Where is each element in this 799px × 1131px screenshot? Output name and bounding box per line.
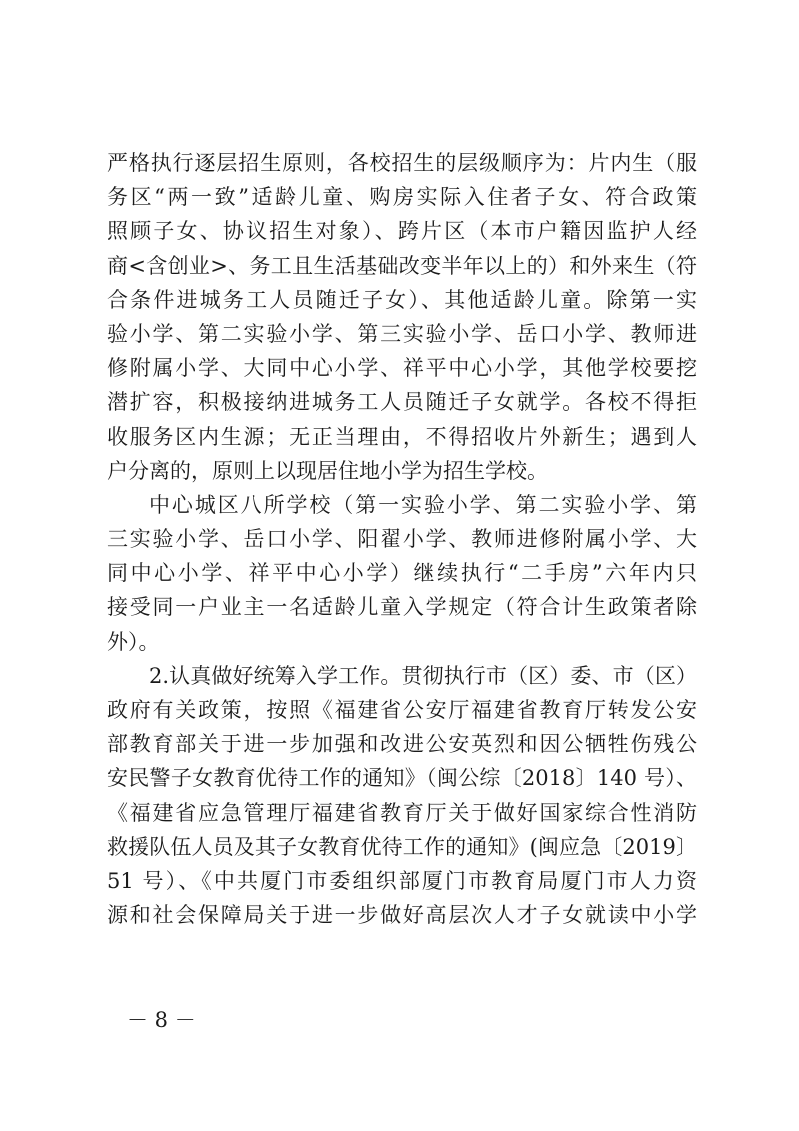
text-line: 同中心小学、祥平中心小学）继续执行“二手房”六年内只 (107, 561, 697, 586)
text-line: 源和社会保障局关于进一步做好高层次人才子女就读中小学 (107, 903, 697, 928)
text-line: 照顾子女、协议招生对象）、跨片区（本市户籍因监护人经 (107, 219, 697, 244)
text-line: 中心城区八所学校（第一实验小学、第二实验小学、第 (149, 492, 697, 517)
text-line: 商<含创业>、务工且生活基础改变半年以上的）和外来生（符 (107, 253, 697, 278)
text-line: 潜扩容，积极接纳进城务工人员随迁子女就学。各校不得拒 (107, 390, 697, 415)
text-line: 三实验小学、岳口小学、阳翟小学、教师进修附属小学、大 (107, 527, 697, 552)
text-line: 外）。 (107, 629, 160, 654)
text-line: 户分离的，原则上以现居住地小学为招生学校。 (107, 458, 548, 483)
text-line: 《福建省应急管理厅福建省教育厅关于做好国家综合性消防 (107, 800, 697, 825)
page-number: － 8 － (127, 1008, 196, 1032)
text-line: 修附属小学、大同中心小学、祥平中心小学，其他学校要挖 (107, 356, 697, 381)
text-line: 救援队伍人员及其子女教育优待工作的通知》(闽应急〔2019〕 (107, 834, 697, 859)
paragraph-2 (107, 488, 697, 659)
text-line: 部教育部关于进一步加强和改进公安英烈和因公牺牲伤残公 (107, 732, 697, 757)
text-line: 严格执行逐层招生原则，各校招生的层级顺序为：片内生（服 (107, 151, 697, 175)
paragraph-3 (107, 659, 697, 933)
text-line: 务区“两一致”适龄儿童、购房实际入住者子女、符合政策 (107, 185, 697, 210)
text-line: 安民警子女教育优待工作的通知》（闽公综〔2018〕140 号）、 (107, 766, 697, 791)
text-line: 验小学、第二实验小学、第三实验小学、岳口小学、教师进 (107, 321, 697, 346)
paragraph-1 (107, 146, 697, 488)
text-line: 2.认真做好统筹入学工作。贯彻执行市（区）委、市（区） (149, 663, 697, 688)
text-line: 收服务区内生源；无正当理由，不得招收片外新生；遇到人 (107, 424, 697, 449)
body-text (107, 146, 697, 932)
text-line: 接受同一户业主一名适龄儿童入学规定（符合计生政策者除 (107, 595, 697, 620)
text-line: 政府有关政策，按照《福建省公安厅福建省教育厅转发公安 (107, 698, 697, 722)
text-line: 合条件进城务工人员随迁子女）、其他适龄儿童。除第一实 (107, 287, 697, 312)
text-line: 51 号）、《中共厦门市委组织部厦门市教育局厦门市人力资 (107, 868, 697, 893)
